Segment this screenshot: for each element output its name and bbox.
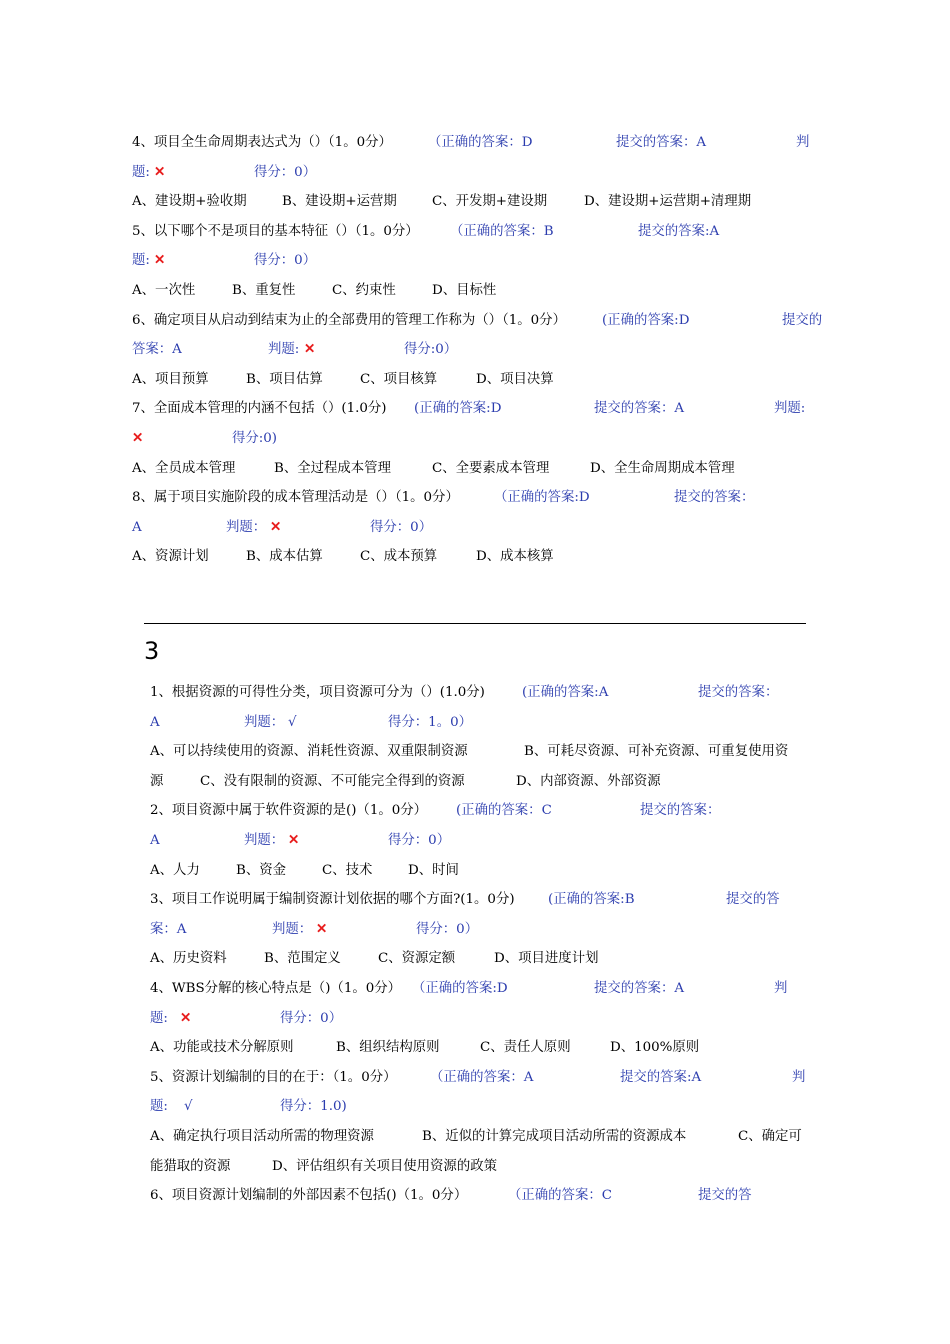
judge-label: 判 (774, 980, 788, 996)
question-block-top (132, 128, 822, 572)
submitted-answer: A (150, 714, 160, 730)
question-8-result (132, 513, 822, 543)
question-7-options (132, 454, 822, 484)
correct-answer: (正确的答案:D (414, 401, 502, 417)
correct-answer: （正确的答案：A (430, 1069, 534, 1085)
score: 得分：1。0） (388, 714, 472, 730)
option-a: A、历史资料 (150, 951, 227, 967)
question-3-result (150, 915, 810, 945)
option-b: B、近似的计算完成项目活动所需的资源成本 (422, 1128, 687, 1144)
option-d: D、项目决算 (476, 371, 554, 387)
correct-mark-icon: √ (184, 1099, 193, 1115)
question-6-line (150, 1181, 810, 1211)
correct-answer: (正确的答案:D (602, 312, 690, 328)
judge-label: 判 (796, 135, 810, 150)
option-b: B、项目估算 (246, 371, 323, 387)
option-b: B、重复性 (232, 282, 296, 298)
option-a: A、资源计划 (132, 549, 209, 565)
option-a: A、可以持续使用的资源、消耗性资源、双重限制资源 (150, 744, 468, 760)
section-divider (144, 623, 806, 624)
option-b: B、全过程成本管理 (274, 460, 391, 476)
question-2-result (150, 826, 810, 856)
question-2-line (150, 796, 810, 826)
correct-answer: (正确的答案：C (456, 803, 552, 819)
judge-label: 判题： (244, 832, 285, 848)
option-d: D、建设期+运营期+清理期 (584, 194, 752, 210)
score: 得分：0） (280, 1010, 343, 1026)
option-a: A、全员成本管理 (132, 460, 236, 476)
option-d: D、评估组织有关项目使用资源的政策 (272, 1158, 497, 1174)
submitted-answer: A (132, 519, 142, 535)
question-4-options (150, 1033, 810, 1063)
question-5-options-cont (150, 1152, 810, 1182)
question-5-options (150, 1122, 810, 1152)
wrong-mark-icon: ✕ (270, 518, 282, 535)
question-3-options (150, 944, 810, 974)
submitted-answer: A (150, 832, 160, 848)
option-c: C、技术 (322, 862, 373, 878)
question-stem: 1、根据资源的可得性分类，项目资源可分为（）(1.0分) (150, 685, 485, 700)
correct-answer: （正确的答案：C (508, 1188, 612, 1204)
question-5-result (150, 1092, 810, 1122)
option-d: D、内部资源、外部资源 (516, 773, 661, 789)
submitted-answer: 提交的答案：A (594, 401, 685, 417)
question-1-options-cont (150, 767, 810, 797)
submitted-answer: 案：A (150, 921, 187, 937)
question-stem: 4、项目全生命周期表达式为（）（1。0分） (132, 135, 392, 150)
option-c: C、约束性 (332, 282, 396, 298)
correct-answer: （正确的答案：D (428, 135, 533, 150)
wrong-mark-icon: ✕ (304, 341, 316, 358)
question-4-options (132, 187, 822, 217)
question-5-result (132, 246, 822, 276)
option-c-cont: 能猎取的资源 (150, 1158, 231, 1174)
option-c: C、确定可 (738, 1128, 802, 1144)
question-6-line (132, 306, 822, 336)
question-3-line (150, 885, 810, 915)
correct-answer: (正确的答案:B (548, 892, 635, 908)
submitted-answer: 提交的答案：A (616, 135, 707, 150)
question-2-options (150, 856, 810, 886)
option-c: C、资源定额 (378, 951, 456, 967)
option-c: C、全要素成本管理 (432, 460, 550, 476)
score: 得分：0） (254, 164, 317, 180)
judge-label: 判题： (244, 714, 285, 730)
option-b: B、资金 (236, 862, 287, 878)
question-4-result (132, 158, 822, 188)
correct-mark-icon: √ (288, 714, 297, 730)
option-b: B、可耗尽资源、可补充资源、可重复使用资 (524, 744, 789, 760)
correct-answer: （正确的答案:D (494, 490, 590, 506)
submitted-answer: 提交的 (782, 312, 823, 328)
option-b: B、范围定义 (264, 951, 341, 967)
option-d: D、目标性 (432, 282, 497, 298)
score: 得分：1.0) (280, 1099, 347, 1115)
option-a: A、项目预算 (132, 371, 209, 387)
option-d: D、100%原则 (610, 1040, 700, 1056)
wrong-mark-icon: ✕ (154, 163, 166, 180)
section-number: 3 (144, 637, 160, 665)
question-6-result (132, 335, 822, 365)
judge-label: 判题： (272, 921, 313, 937)
judge-label: 判题: (774, 401, 806, 417)
question-block-section-3 (150, 678, 810, 1211)
question-stem: 5、以下哪个不是项目的基本特征（）（1。0分） (132, 223, 419, 239)
correct-answer: (正确的答案:A (522, 685, 609, 700)
question-4-result (150, 1004, 810, 1034)
submitted-answer: 提交的答 (726, 892, 780, 908)
submitted-answer: 提交的答案：A (594, 980, 685, 996)
question-8-options (132, 542, 822, 572)
judge-label: 题: (132, 253, 150, 269)
question-stem: 5、资源计划编制的目的在于：（1。0分） (150, 1069, 397, 1085)
judge-label: 判题： (226, 519, 267, 535)
judge-label: 判题: (268, 342, 300, 358)
submitted-answer: 提交的答案:A (620, 1069, 702, 1085)
option-c: C、没有限制的资源、不可能完全得到的资源 (200, 773, 465, 789)
option-d: D、项目进度计划 (494, 951, 599, 967)
submitted-answer: 提交的答案： (640, 803, 721, 819)
question-stem: 6、确定项目从启动到结束为止的全部费用的管理工作称为（）（1。0分） (132, 312, 566, 328)
question-8-line (132, 483, 822, 513)
option-b: B、成本估算 (246, 549, 323, 565)
option-c: C、成本预算 (360, 549, 438, 565)
score: 得分：0） (416, 921, 479, 937)
option-a: A、一次性 (132, 282, 196, 298)
submitted-answer: 提交的答案： (698, 685, 779, 700)
question-7-line (132, 394, 822, 424)
wrong-mark-icon: ✕ (132, 429, 144, 446)
option-a: A、确定执行项目活动所需的物理资源 (150, 1128, 374, 1144)
submitted-answer: 提交的答案： (674, 490, 755, 506)
wrong-mark-icon: ✕ (288, 831, 300, 848)
option-b: B、组织结构原则 (336, 1040, 440, 1056)
option-d: D、成本核算 (476, 549, 554, 565)
submitted-answer: 提交的答案:A (638, 223, 720, 239)
option-a: A、人力 (150, 862, 200, 878)
option-d: D、时间 (408, 862, 459, 878)
option-d: D、全生命周期成本管理 (590, 460, 735, 476)
score: 得分：0） (370, 519, 433, 535)
option-a: A、建设期+验收期 (132, 194, 247, 210)
option-c: C、责任人原则 (480, 1040, 571, 1056)
score: 得分:0) (232, 430, 278, 446)
option-b: B、建设期+运营期 (282, 194, 397, 210)
judge-label: 题: (132, 164, 150, 180)
judge-label: 判 (792, 1069, 806, 1085)
option-c: C、开发期+建设期 (432, 194, 548, 210)
wrong-mark-icon: ✕ (316, 920, 328, 937)
submitted-answer: 答案：A (132, 342, 182, 358)
score: 得分：0） (388, 832, 451, 848)
question-6-options (132, 365, 822, 395)
question-stem: 6、项目资源计划编制的外部因素不包括()（1。0分） (150, 1188, 468, 1204)
question-stem: 3、项目工作说明属于编制资源计划依据的哪个方面?(1。0分) (150, 892, 515, 908)
score: 得分：0） (254, 253, 317, 269)
correct-answer: （正确的答案：B (450, 223, 554, 239)
question-stem: 2、项目资源中属于软件资源的是()（1。0分） (150, 803, 428, 819)
wrong-mark-icon: ✕ (154, 252, 166, 269)
judge-label: 题: (150, 1099, 168, 1115)
question-1-line (150, 678, 810, 708)
question-stem: 4、WBS分解的核心特点是（)（1。0分） (150, 980, 402, 996)
question-stem: 7、全面成本管理的内涵不包括（）(1.0分) (132, 401, 387, 417)
question-5-line (132, 217, 822, 247)
question-4-line (132, 128, 822, 158)
question-7-result (132, 424, 822, 454)
question-4-line (150, 974, 810, 1004)
score: 得分:0） (404, 342, 458, 358)
wrong-mark-icon: ✕ (180, 1009, 192, 1026)
correct-answer: （正确的答案:D (412, 980, 508, 996)
judge-label: 题: (150, 1010, 168, 1026)
question-5-line (150, 1063, 810, 1093)
option-b-cont: 源 (150, 773, 164, 789)
question-1-result (150, 708, 810, 738)
option-c: C、项目核算 (360, 371, 438, 387)
question-1-options (150, 737, 810, 767)
question-5-options (132, 276, 822, 306)
question-stem: 8、属于项目实施阶段的成本管理活动是（）（1。0分） (132, 490, 459, 506)
option-a: A、功能或技术分解原则 (150, 1040, 294, 1056)
submitted-answer: 提交的答 (698, 1188, 752, 1204)
